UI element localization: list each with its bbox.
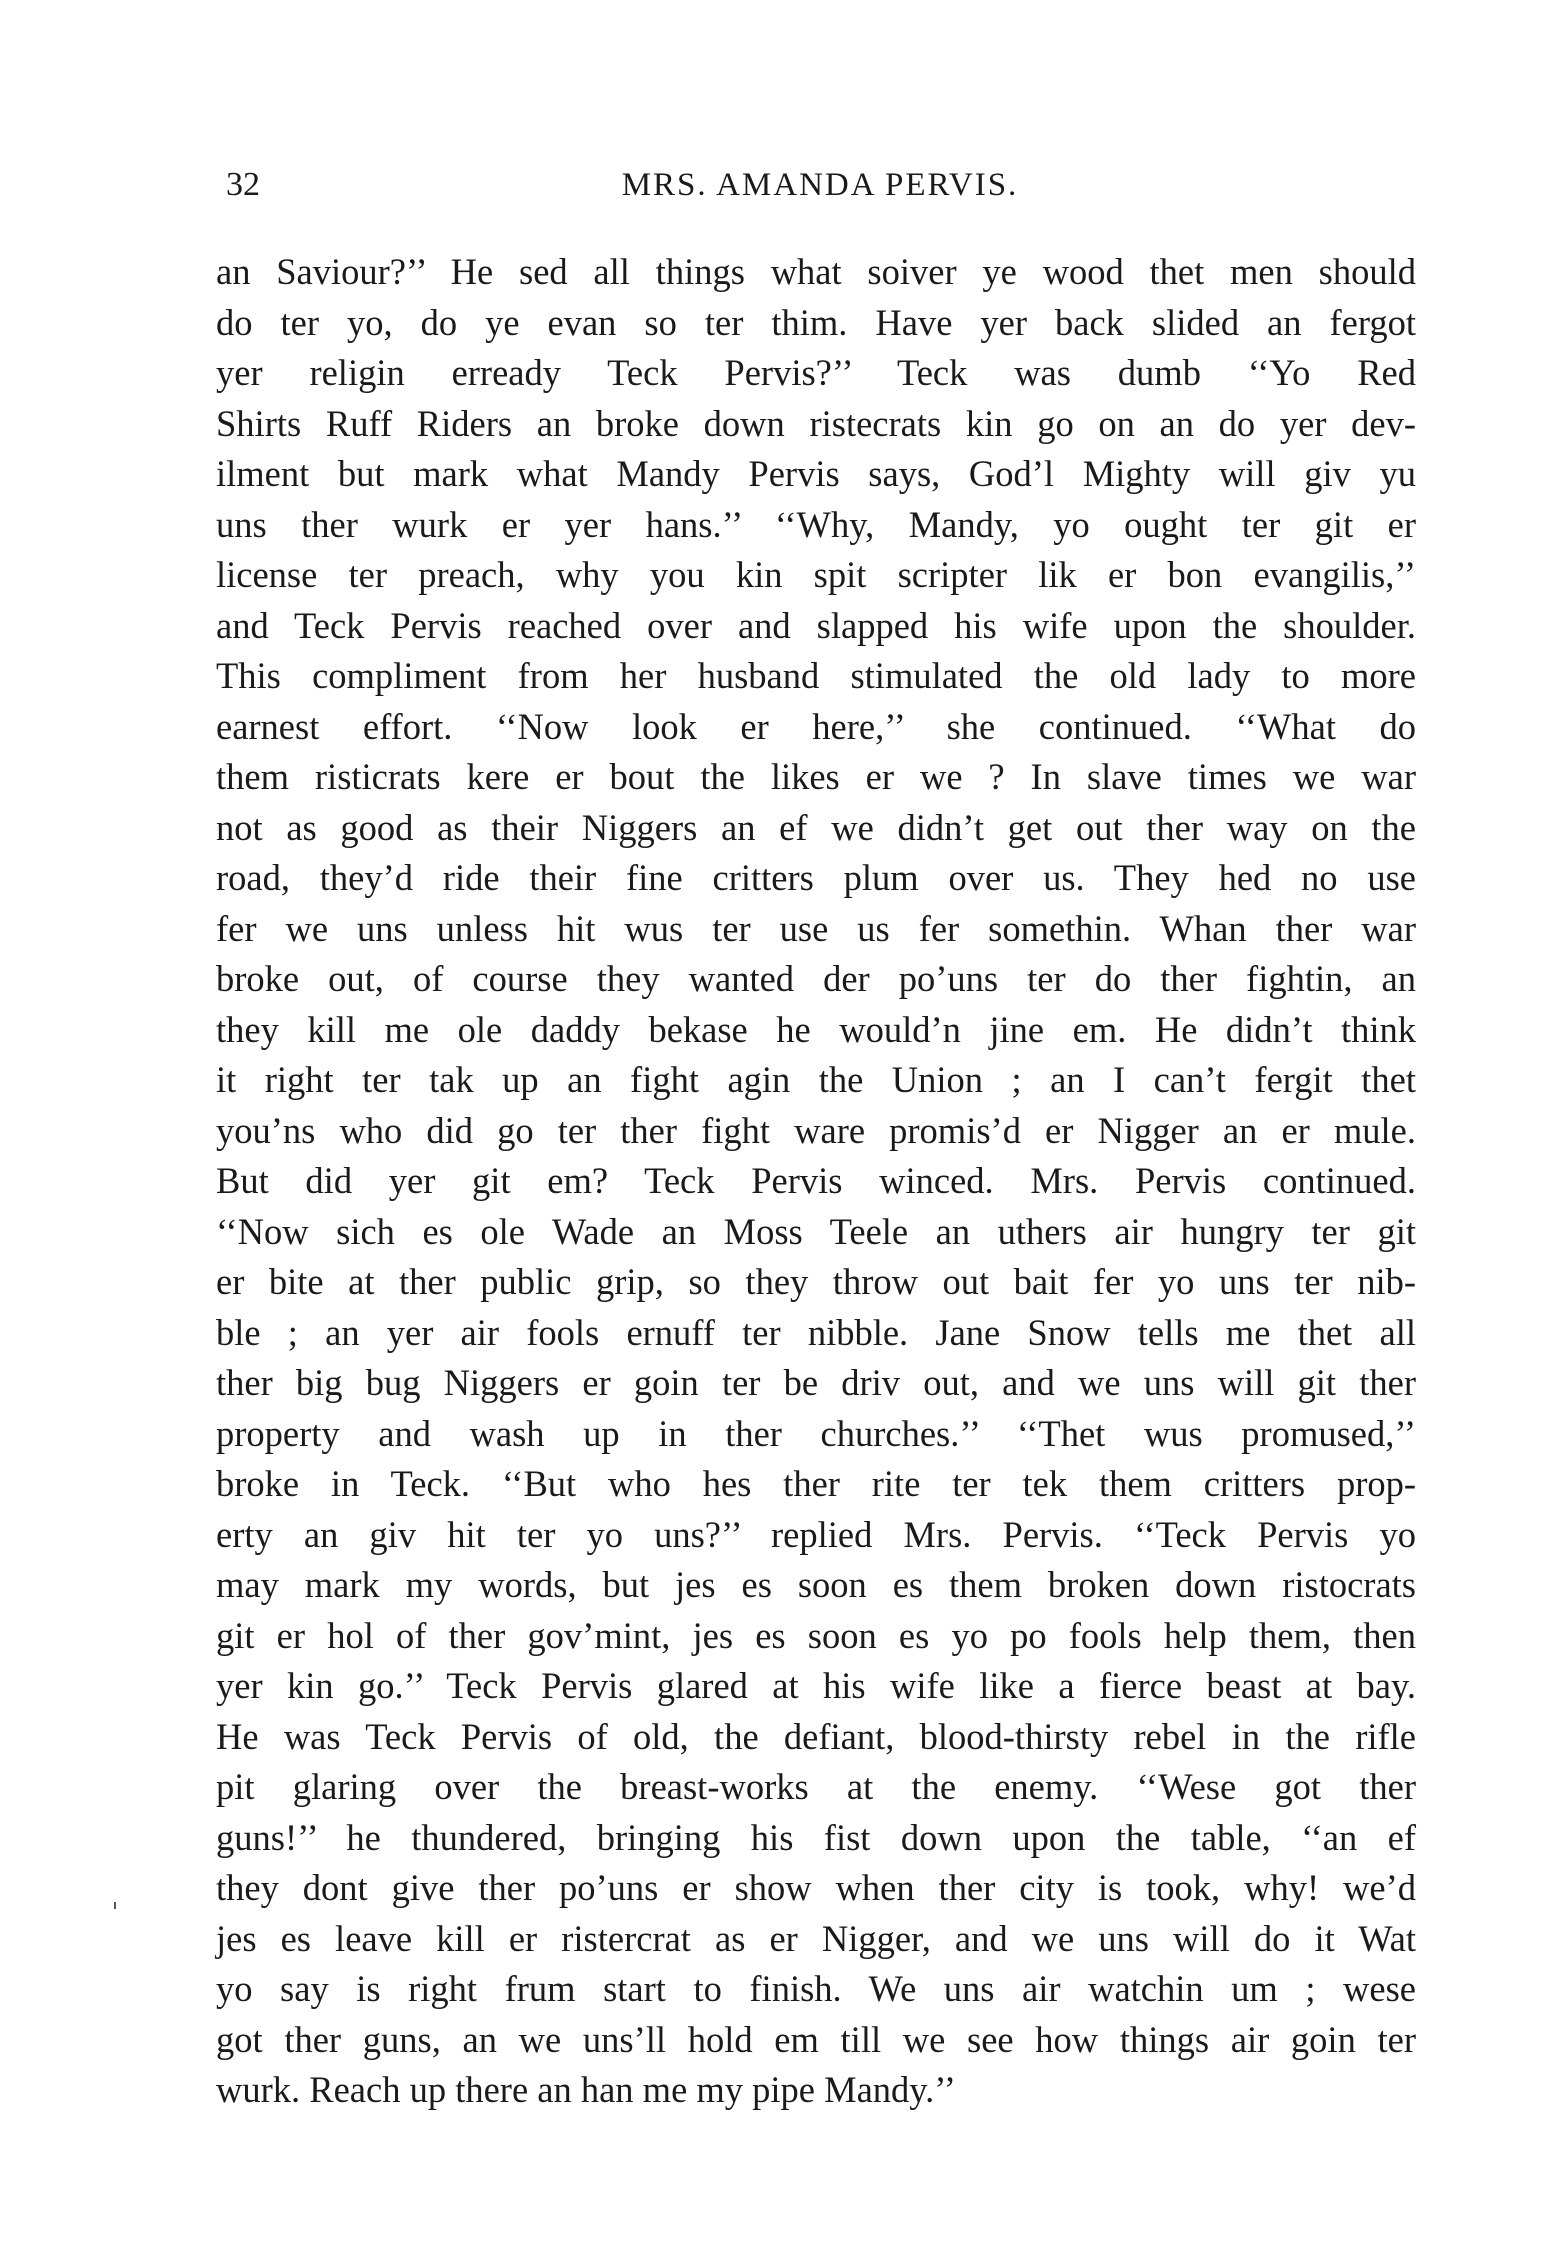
text-line: earnest effort. ‘‘Now look er here,’’ she continued. ‘‘What do <box>216 705 1416 747</box>
text-line: do ter yo, do ye evan so ter thim. Have yer back slided an fergot <box>216 301 1416 343</box>
text-line: git er hol of ther gov’mint, jes es soon es yo po fools help them, then <box>216 1614 1416 1656</box>
text-line: This compliment from her husband stimulated the old lady to more <box>216 655 1416 696</box>
text-line: not as good as their Niggers an ef we didn’t get out ther way on the <box>216 806 1416 848</box>
text-line: license ter preach, why you kin spit scripter lik er bon evangilis,’’ <box>216 554 1416 595</box>
text-line: it right ter tak up an fight agin the Union ; an I can’t fergit thet <box>216 1059 1416 1100</box>
page-header <box>226 160 1414 210</box>
text-line: jes es leave kill er ristercrat as er Nigger, and we uns will do it Wat <box>216 1917 1416 1959</box>
running-title: MRS. AMANDA PERVIS. <box>621 167 1019 203</box>
text-line: broke out, of course they wanted der po’uns ter do ther fightin, an <box>216 958 1416 999</box>
text-line: guns!’’ he thundered, bringing his fist down upon the table, ‘‘an ef <box>216 1816 1416 1858</box>
text-line: ilment but mark what Mandy Pervis says, God’l Mighty will giv yu <box>216 453 1416 494</box>
text-line: Shirts Ruff Riders an broke down ristecrats kin go on an do yer dev- <box>216 402 1416 444</box>
text-line: erty an giv hit ter yo uns?’’ replied Mrs. Pervis. ‘‘Teck Pervis yo <box>216 1513 1416 1555</box>
text-line: yer kin go.’’ Teck Pervis glared at his wife like a fierce beast at bay. <box>216 1665 1416 1706</box>
text-line: property and wash up in ther churches.’’ ‘‘Thet wus promused,’’ <box>216 1412 1416 1454</box>
margin-mark <box>114 1902 116 1909</box>
text-line: yer religin erready Teck Pervis?’’ Teck was dumb ‘‘Yo Red <box>216 352 1416 393</box>
text-line: them risticrats kere er bout the likes er we ? In slave times we war <box>216 756 1416 797</box>
text-line: got ther guns, an we uns’ll hold em till we see how things air goin ter <box>216 2018 1416 2060</box>
text-line: road, they’d ride their fine critters plum over us. They hed no use <box>216 857 1416 898</box>
text-line: fer we uns unless hit wus ter use us fer somethin. Whan ther war <box>216 907 1416 949</box>
text-line: ‘‘Now sich es ole Wade an Moss Teele an uthers air hungry ter git <box>216 1210 1416 1252</box>
text-line: they dont give ther po’uns er show when ther city is took, why! we’d <box>216 1867 1416 1908</box>
body-text <box>216 247 1416 2116</box>
text-line: broke in Teck. ‘‘But who hes ther rite ter tek them critters prop- <box>216 1463 1416 1504</box>
text-line: uns ther wurk er yer hans.’’ ‘‘Why, Mandy, yo ought ter git er <box>216 503 1416 545</box>
text-line: and Teck Pervis reached over and slapped his wife upon the shoulder. <box>216 604 1416 646</box>
text-line: ble ; an yer air fools ernuff ter nibble. Jane Snow tells me thet all <box>216 1311 1416 1353</box>
text-line: er bite at ther public grip, so they throw out bait fer yo uns ter nib- <box>216 1261 1416 1302</box>
text-line: He was Teck Pervis of old, the defiant, blood-thirsty rebel in the rifle <box>216 1715 1416 1757</box>
text-line: ther big bug Niggers er goin ter be driv out, and we uns will git ther <box>216 1362 1416 1403</box>
text-line: yo say is right frum start to finish. We uns air watchin um ; wese <box>216 1968 1416 2009</box>
page-number: 32 <box>226 166 260 203</box>
text-line: But did yer git em? Teck Pervis winced. Mrs. Pervis continued. <box>216 1160 1416 1201</box>
text-line: pit glaring over the breast-works at the enemy. ‘‘Wese got ther <box>216 1766 1416 1807</box>
text-line: you’ns who did go ter ther fight ware promis’d er Nigger an er mule. <box>216 1109 1416 1151</box>
text-line: wurk. Reach up there an han me my pipe Mandy.’’ <box>216 2069 956 2110</box>
text-line: may mark my words, but jes es soon es them broken down ristocrats <box>216 1564 1416 1605</box>
text-line: they kill me ole daddy bekase he would’n jine em. He didn’t think <box>216 1008 1416 1050</box>
text-line: an Saviour?’’ He sed all things what soiver ye wood thet men should <box>216 251 1416 292</box>
